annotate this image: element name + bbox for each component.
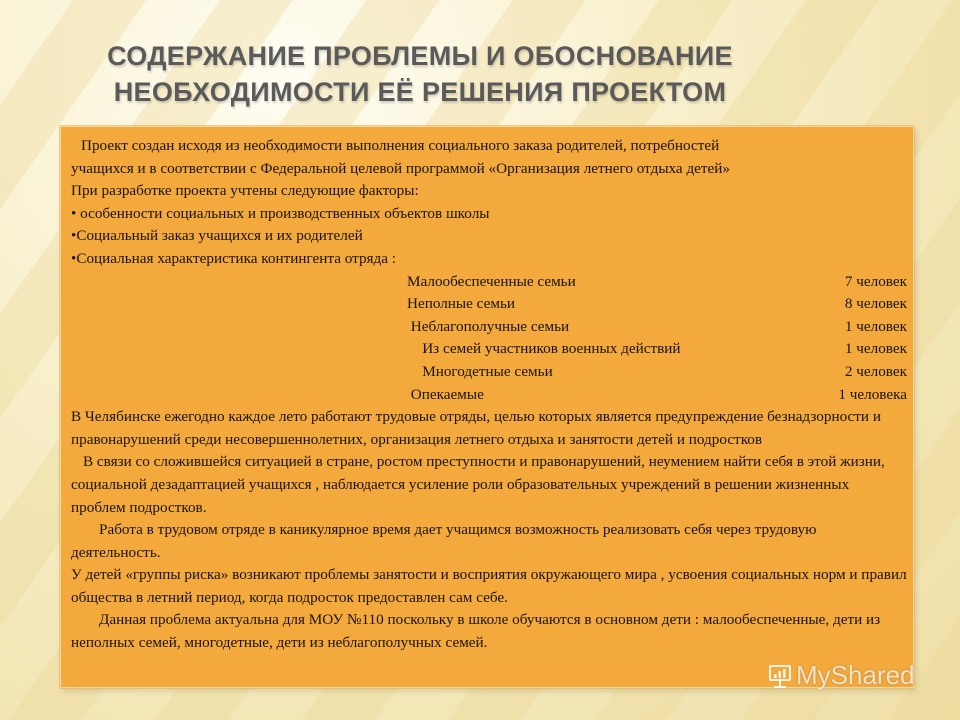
watermark-text: MyShared — [796, 660, 915, 690]
stat-count: 1 человека — [838, 385, 907, 403]
table-row — [407, 384, 907, 407]
stat-count: 1 человек — [844, 340, 907, 358]
title-line-2: НЕОБХОДИМОСТИ ЕЁ РЕШЕНИЯ ПРОЕКТОМ — [113, 77, 727, 107]
stat-category: Многодетные семьи — [407, 362, 553, 380]
bullet-item-1: • особенности социальных и производственных объектов школы — [71, 204, 490, 222]
title-line-1: СОДЕРЖАНИЕ ПРОБЛЕМЫ И ОБОСНОВАНИЕ — [107, 41, 733, 71]
stat-category: Из семей участников военных действий — [407, 340, 681, 358]
watermark — [768, 660, 915, 691]
stat-category: Неблагополучные семьи — [407, 317, 570, 335]
paragraph-risk-group: У детей «группы риска» возникают проблемы занятости и восприятия окружающего мира , усвоения социальных норм и правил общества в летний период, когда подросток предоставлен сам себе. — [71, 566, 907, 606]
stat-count: 2 человек — [844, 362, 907, 380]
stat-count: 8 человек — [844, 295, 907, 313]
factors-heading: При разработке проекта учтены следующие факторы: — [71, 182, 419, 200]
paragraph-situation: В связи со сложившейся ситуацией в стране, ростом преступности и правонарушений, неумением найти себя в этой жизни, социальной дезадаптацией учащихся , наблюдается усиление роли образовательных учреждений в решении жизненных проблем подростков. — [71, 453, 885, 516]
stat-category: Неполные семьи — [407, 295, 516, 313]
table-row — [407, 293, 907, 316]
paragraph-labor-squad: Работа в трудовом отряде в каникулярное время дает учащимся возможность реализовать себя через трудовую деятельность. — [71, 521, 817, 561]
bullet-item-3: •Социальная характеристика контингента отряда : — [71, 249, 397, 267]
stat-count: 7 человек — [844, 272, 907, 290]
stat-category: Малообеспеченные семьи — [407, 272, 576, 290]
intro-line-1: Проект создан исходя из необходимости выполнения социального заказа родителей, потребностей — [81, 137, 720, 154]
table-row — [407, 271, 907, 294]
paragraph-relevance: Данная проблема актуальна для МОУ №110 поскольку в школе обучаются в основном дети : малообеспеченные, дети из неполных семей, многодетные, дети из неблагополучных семей. — [71, 611, 881, 652]
intro-line-2: учащихся и в соответствии с Федеральной целевой программой «Организация летнего отдыха детей» — [71, 159, 731, 177]
slide-title — [100, 38, 740, 110]
paragraph-chelyabinsk: В Челябинске ежегодно каждое лето работают трудовые отряды, целью которых является предупреждение безнадзорности и правонарушений среди несовершеннолетних, организация летнего отдыха и занятости детей и подростков — [71, 408, 881, 448]
content-panel — [60, 126, 914, 688]
stat-category: Опекаемые — [407, 385, 484, 403]
stat-count: 1 человек — [844, 317, 907, 335]
contingent-table — [407, 271, 907, 407]
table-row — [407, 338, 907, 361]
presentation-board-icon — [768, 663, 792, 689]
bullet-item-2: •Социальный заказ учащихся и их родителей — [71, 227, 363, 245]
table-row — [407, 316, 907, 339]
table-row — [407, 361, 907, 384]
